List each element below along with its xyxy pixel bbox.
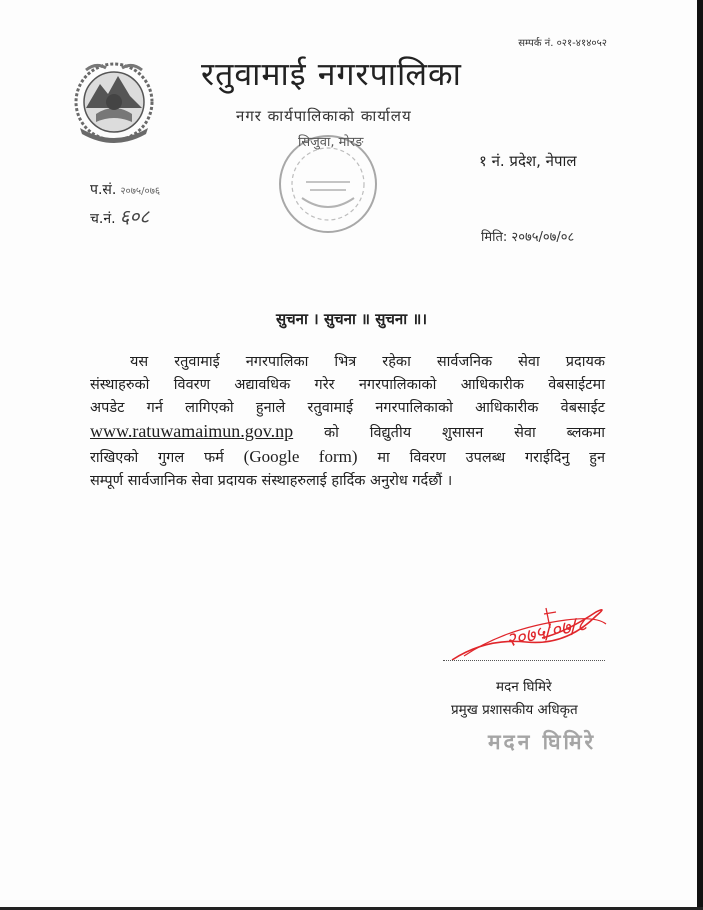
ps-value: २०७५/०७६	[120, 186, 161, 197]
office-seal-icon	[272, 128, 384, 240]
address: १ नं. प्रदेश, नेपाल	[479, 152, 577, 170]
signatory-title: प्रमुख प्रशासकीय अधिकृत	[451, 702, 578, 718]
body-line-2: संस्थाहरुको विवरण अद्यावधिक गरेर नगरपालिकाको आधिकारीक वेबसाईटमा	[90, 377, 605, 393]
org-title: रतुवामाई नगरपालिका	[201, 55, 462, 93]
body-line-1: यस रतुवामाई नगरपालिका भित्र रहेका सार्वजनिक सेवा प्रदायक	[130, 354, 605, 370]
notice-heading: सुचना । सुचना ॥ सुचना ॥।	[275, 310, 428, 328]
nepal-emblem-icon	[66, 56, 162, 152]
body-line-3: अपडेट गर्न लागिएको हुनाले रतुवामाई नगरपालिकाको आधिकारीक वेबसाईट	[90, 400, 605, 416]
website-link[interactable]: www.ratuwamaimun.gov.np	[90, 421, 294, 441]
signature-line	[443, 652, 605, 661]
body-line-4-rest: को विद्युतीय शुसासन सेवा ब्लकमा	[323, 425, 605, 441]
cn-label: च.नं.	[90, 211, 116, 227]
google-form-text: (Google form)	[243, 447, 358, 466]
scan-edge-right	[697, 0, 703, 910]
body-line-4	[90, 420, 605, 445]
signatory-name: मदन घिमिरे	[496, 679, 552, 695]
body-line-5	[90, 445, 605, 470]
document-date: मिति: २०७५/०७/०८	[481, 230, 575, 245]
body-line-6: सम्पूर्ण सार्वजानिक सेवा प्रदायक संस्थाहरुलाई हार्दिक अनुरोध गर्दछौं ।	[90, 473, 453, 489]
signature-date: २०७५/०७/८	[503, 613, 589, 652]
body-line-5-start: राखिएको गुगल फर्म	[90, 450, 224, 466]
body-line-5-rest: मा विवरण उपलब्ध गराईदिनु हुन	[377, 450, 605, 466]
ps-label: प.सं.	[90, 182, 117, 198]
reference-ps	[90, 180, 160, 199]
name-stamp: मदन घिमिरे	[488, 730, 597, 754]
org-subtitle: नगर कार्यपालिकाको कार्यालय	[236, 107, 412, 125]
cn-value: ६०८	[119, 206, 150, 228]
contact-number: सम्पर्क नं. ०२१-४१४०५२	[518, 38, 607, 49]
reference-cn	[90, 203, 149, 229]
notice-body	[90, 351, 605, 493]
seal-text: सिजुवा, मोरङ	[298, 135, 364, 150]
